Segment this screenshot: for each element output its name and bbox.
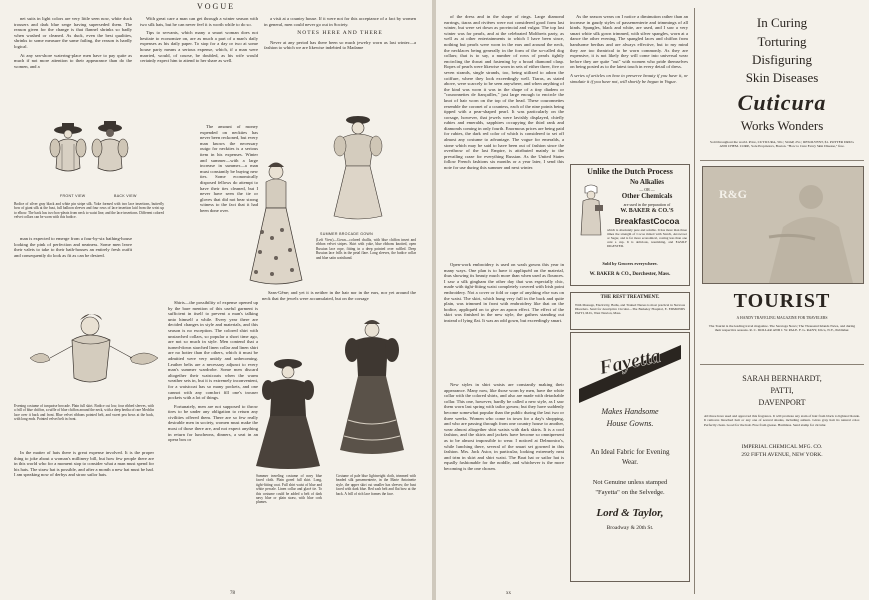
cocoa-sold: Sold by Grocers everywhere.	[602, 261, 658, 266]
evening-costume-illustration	[20, 300, 166, 400]
left-col2-top	[140, 16, 258, 120]
traveling-costume-illustrations	[252, 320, 416, 470]
tourist-logo: TOURIST	[733, 290, 831, 312]
left-col1-top	[14, 16, 132, 106]
traveling-figure	[256, 359, 320, 469]
masthead: VOGUE	[197, 2, 235, 11]
cuticura-l5: Works Wonders	[740, 118, 824, 133]
bernhardt-address: 292 FIFTH AVENUE, NEW YORK.	[741, 452, 823, 458]
back-view-label: BACK VIEW	[114, 194, 137, 198]
cuticura-l4: Skin Diseases	[745, 70, 819, 85]
bernhardt-body: All three have used and approved this fragrance. It will promote any stain of hair from black to lightest blonde. It removes bleached hair or any one of several shades, including auburn. Gives gray hair its natural color. Perfectly clean. Good for the hair. Free from grease. Harmless. Send stamp for circular.	[704, 414, 860, 427]
fayetta-line3: "Fayetta" on the Selvedge.	[595, 489, 665, 496]
ad-divider	[700, 160, 864, 161]
cocoa-line4: Other Chemicals	[621, 192, 673, 200]
bernhardt-l1: SARAH BERNHARDT,	[742, 374, 822, 383]
cocoa-footer: W. BAKER & CO., Dorchester, Mass.	[589, 272, 671, 277]
text-block: Open-work embroidery is used on wash gowns this year in many ways. One plan is to have it appliquéd on the material, thus showing its beauty much more than when used as flounces. I saw a silk gingham the other day that was especially chic, made with tight-fitting waist completely covered with Irish point embroidery. Not a cover or fold or cape of anything else was on the waist. The skirt, which hung very full in the back and quite plain, was trimmed in front with embroidery like that on the bodice, appliquéd on to give an apron effect. The effect of the skirt was finished in the new style, the gathers standing out instead of lying flat. It was an odd gown, but exceedingly smart.	[444, 262, 564, 323]
cocoa-ad	[570, 164, 690, 286]
text-block: With great care a man can get through a winter season with two silk hats, but he can never feel it is worth while to do so.	[140, 16, 258, 27]
bodice-illustration	[46, 120, 136, 200]
left-folio: 78	[230, 591, 235, 596]
rg-ad	[702, 166, 864, 284]
fayetta-ad	[570, 332, 690, 582]
left-col1-mid	[14, 236, 132, 300]
fayetta-logo: Fayetta	[597, 344, 663, 380]
tourist-sub: A HANDY TRAVELING MAGAZINE FOR TRAVELERS	[736, 316, 828, 320]
column-rule	[694, 8, 695, 594]
cocoa-brand: W. BAKER & CO.'S	[620, 208, 674, 214]
fayetta-tag2: House Gowns.	[606, 419, 654, 428]
text-block: Tips to servants, which many a smart woman does not hesitate to economize on, are as much a part of a man's daily expenses as his daily paper. To stop for a day or two at some house party means a serious expense, which, if a man were married, would, of course, be doubled, as his wife would certainly expect him to attend to her share as well.	[140, 30, 258, 64]
text-block: In the matter of hats there is great expense involved. It is the proper thing to joke about a woman's millinery bill, but how few people there are in this world who for a moment stop to consider what a man must spend for his hats. The straw hat is possible, and after a month a new hat must be had. I am speaking now of derbys and straw sailor hats.	[14, 450, 154, 478]
marie-antoinette-figure	[340, 320, 404, 454]
left-col3-top	[264, 16, 416, 106]
text-block: Shirts—the possibility of expense opened up by the bare mention of this useful garment is sufficient in itself to prevent a man's talking unto himself a while. Every year there are decided changes in style and materials, and this season is no exception. The colored shirt with unstarched collars, so popular a short time ago, are not so much in style. Men contend that a turned-down starched linen collar and linen shirt are no hotter than the others, which it must be admitted were very untidy and unbecoming. Leather belts are a necessary adjunct to every man's summer wardrobe. Some men discard altogether their waistcoats when the warm weather sets in, but it is extremely inconvenient, for a waistcoat has so many pockets, and one cannot with any comfort fill one's trouser pockets with a lot of things.	[168, 300, 258, 401]
rg-monogram: R&G	[719, 187, 747, 201]
ad-divider	[700, 364, 864, 365]
caption-marie-antoinette: Costume of pale blue lightweight cloth, trimmed with beaded silk passementerie, in the Marie Antoinette style, the upper skirt cut smaller has sleeves; the bust faced with dark blue. Red sash belt and flat bow at the back. A frill of rich lace frames the face.	[336, 474, 416, 496]
right-col1-mid	[444, 262, 564, 378]
note-italic: A series of articles on how to preserve beauty if you have it, or simulate it if you have not, will shortly be begun in Vogue.	[570, 72, 688, 84]
text-block: Fortunately, men are not supposed to throw tires to be under any obligation to return any civilities offered them. There are so few really desirable men in society, women must make the most of those there are, and not expect anything in return for luncheons, dinners, a seat in an opera box or	[168, 403, 258, 443]
text-block: a visit at a country house. If it were not for this acceptance of a fact by women in general, men could never go out in Society.	[264, 16, 416, 27]
text-block: Never at any period has there been so much jewelry worn as last winter—a fashion to which we are likewise indebted to Madame	[264, 39, 416, 51]
bernhardt-l3: DAVENPORT	[758, 398, 806, 407]
cocoa-headline: Unlike the Dutch Process	[587, 167, 673, 176]
text-block: As the season wears on I notice a diminution rather than an increase in gaudy styles of passementerie and trimmings of all kinds. Spangles, black and white, are used, and I saw a very smart white silk gown trimmed, with silver spangles, worn at a dance the other evening. The spangled laces and chiffon from handsome berthas and are always effective, but to my mind they are too theatrical to be worn commonly. As they are expensive, it is not likely they will come into universal wear before they are quite "out" with women who pride themselves on being posted as to the latest touch in every detail of dress.	[570, 14, 688, 70]
front-view-figure	[50, 123, 86, 171]
text-block: Sans-Gêne; and yet it is neither in the hair nor in the ears, nor yet around the neck that the jewels were accumulated, but on the corsage	[262, 290, 416, 301]
text-block: net suits in light colors are very little seen now, white duck trousers and dark blue serge having superseded them. The reason given for the change is that flannel shrinks so badly when washed or cleaned. As duck, even the best qualities, shrinks to some measure the same failing, the reason is hardly logical.	[14, 16, 132, 49]
left-page	[0, 0, 432, 600]
rg-figure-illustration	[703, 167, 863, 283]
right-col1-top	[444, 14, 564, 257]
fayetta-line2: Not Genuine unless stamped	[592, 479, 668, 486]
fayetta-tag1: Makes Handsome	[601, 407, 659, 416]
cocoa-line3: — OR —	[639, 187, 655, 192]
right-page	[436, 0, 869, 600]
section-heading: NOTES HERE AND THERE	[297, 30, 383, 37]
rest-ad	[570, 292, 690, 330]
caption-bodice: Bodice of silver gray black and white pin stripe silk. Yoke formed with two lace insertions, butterfly bow of giant silk at the bust, full balloon sleeves and four rows of lace insertion laid from the wrist up to elbow. The back has two box-pleats from neck to waist line, and the lace insertions. Different colored velvet collars can be worn with this bodice.	[14, 202, 164, 220]
left-col3-mid	[262, 290, 416, 320]
cuticura-brand: Cuticura	[737, 90, 827, 115]
cocoa-product: BreakfastCocoa	[614, 216, 680, 226]
cuticura-fine: Sold throughout the world. Price, CUTICURA, 50c.; SOAP, 25c.; RESOLVENT, $1. POTTER DRUG AND CHEM. CORP., Sole Proprietors, Boston. "How to Cure Every Skin Disease," free.	[710, 140, 854, 149]
text-block: of the dress and in the shape of rings. Large diamond earrings, tiaras and rivières were not considered good form last winter, but were set down as provincial and vulgar. The top last winter was for pearls, and at the celebrated Moltbreis party, as well as at other entertainments to which I have been since, nothing but pearls were worn in the ears and around the neck, the necklaces being generally in the form of the so-called dog collars; that is to say, a number of rows of pearls tightly encircling the throat and fastening by a broad diamond clasp. Ropes of pearls were likewise worn in sets of either three, five or seven strands, single strands, too, being utilized to adorn the coiffure, where they look exceedingly well. Tiaras, as stated above, were scarcely to be seen anywhere, and when anything of the kind was worn it was in the shape of a tiny diadem or "couronnettes de fiançailles," just large enough to encircle the knot of hair worn on the top of the head. These couronnettes resemble the coronet of a countess, each of the nine points being tipped with a pear-shaped pearl. It was particularly on the corsage, however, that jewels were lavishly displayed, chiefly rubies and emeralds, sapphires occupying the third rank and diamonds coming in only fourth. Enormous prices are being paid for rubies, the dark red color of which is considered to set off almost any costume to advantage. The vogue for emeralds, a stone which may be said to have been out of fashion since the overthrow of the last Empire, is attributed mainly to the prevailing craze for everything Russian. As the United States follow French fashions six months or a year later, I send this note for use during this summer and next winter.	[444, 14, 564, 171]
left-col2-bottom	[168, 300, 258, 580]
text-block: At any sea-shore watering-place men have to pay quite as much if not more attention to their appearance than do the women, and a	[14, 52, 132, 69]
rest-body: With Massage, Electricity, Baths, and Trained Nurses is most practical in Nervous Disorders. Send for descriptive Circular—The Berkeley Hospital, E. EDMONDS PATTI, M.D., West Newton, Mass.	[575, 303, 685, 316]
bernhardt-l2: PATTI,	[770, 386, 794, 395]
dutch-girl-icon	[575, 183, 607, 237]
left-col1-bottom	[14, 450, 154, 580]
text-block: man is expected to emerge from a four-by-six bathing-house looking the pink of perfection and neatness. Some men leave their valets to take to their bath-houses an entirely fresh outfit and consequently do look as fit as can be desired.	[14, 236, 132, 258]
caption-traveling: Summer traveling costume of navy blue faced cloth. Plain gored full skirt. Long, tight-fitting coat. Full shirt waist of blue and white percale. Linen collar and glacé tie. To this costume could be added a belt of dark navy blue or plain straw, with blue cork plumes.	[256, 474, 322, 505]
fayetta-line1: An Ideal Fabric for Evening Wear.	[590, 448, 670, 466]
gown-figure-left	[250, 163, 302, 285]
fayetta-address: Broadway & 20th St.	[606, 525, 654, 531]
gown-label: SUMMER BROCADE GOWN	[320, 232, 374, 236]
cuticura-l1: In Curing	[756, 15, 808, 30]
bernhardt-company: IMPERIAL CHEMICAL MFG. CO.	[741, 444, 823, 450]
rest-title: THE REST TREATMENT.	[600, 295, 660, 300]
gown-figure-right	[334, 116, 382, 219]
text-block: The amount of money expended on neckties has never been reckoned, but every man knows the necessary outgo for neckties is a serious item in his expenses. Winter and summer—with a large increase in summer—a man must constantly be buying new ties. Some economically disposed fellows do attempt to have their ties cleaned, but I never have seen the tie or gloves that did not bear strong witness to the fact that it had been done over.	[200, 124, 258, 213]
back-view-figure	[92, 121, 128, 171]
caption-evening: Evening costume of turquoise brocade. Plain full skirt. Bodice cut low, four ribbed sleeves, with a frill of blue chiffon, a ruffle of blue chiffon around the neck, with a deep bertha of rare Mechlin lace over it back and front. Blue velvet ribbons pointed belt, and sweet pea bows at the back, with long ends. Pointed velvet belt in front.	[14, 404, 154, 422]
right-col1-bottom	[444, 382, 564, 582]
cocoa-line5: are used in the preparation of	[623, 202, 671, 207]
cuticura-l2: Torturing	[757, 34, 807, 49]
caption-summer-gown: (Left View)—Gown—colored challis, with blue chiffon insert and ribbon velvet stripes. Skirt with yoke, blue ribbons knotted, open Russian lace rope, fitting in a deep pointed over ruffled. Deep Russian lace frills in the petal flare. Long sleeves, the bodice collar and blue satin waistband.	[316, 238, 416, 260]
cocoa-line2: No Alkalies	[629, 178, 665, 186]
right-col2-top	[570, 14, 688, 136]
text-block: New styles in shirt waists are constantly making their appearance. Many now, like those worn by men, have the white collar with the colored shirts, and also are made with detachable collar. This one, however, hardly be called a new style, as I saw them worn last spring with tailor gowns; but they have suddenly become somewhat popular than the public during the last two or three weeks. Women who come in town for a day's shopping, and who are passing through from one country house to another, wear almost altogether shirt waists with dark skirts. It is a cool fashion, and the skirts and jackets have become so omnipresent as to be almost impossible to wear. I noticed at Delmonico's, while lunching there, several of the smart set gowned in this fashion. Mrs. Jack Astor, in particular, looking extremely neat and trim in skirt and shirt waist. The Boat hat or sailor hat is equally fashionable for the noddle, and whichever is the more becoming is the one chosen.	[444, 382, 564, 471]
cocoa-desc: which is absolutely pure and soluble. It has more than three times the strength of Cocoa mixed with Starch, Arrowroot or Sugar, and is far more economical, costing less than one cent a cup. It is delicious, nourishing, and EASILY DIGESTED.	[607, 228, 687, 248]
right-folio: xx	[506, 591, 511, 596]
cuticura-l3: Disfiguring	[752, 52, 812, 67]
front-view-label: FRONT VIEW	[60, 194, 86, 198]
fayetta-brand: Lord & Taylor,	[596, 507, 664, 519]
tourist-fine: The Tourist is the leading travel magazine. The Saratoga News; The Thousand Islands News, and during their respective seasons. R. C. DOLLAR AND J. W. PALE. F. G. RANY, Utica, N.Y., Publisher.	[708, 324, 856, 333]
